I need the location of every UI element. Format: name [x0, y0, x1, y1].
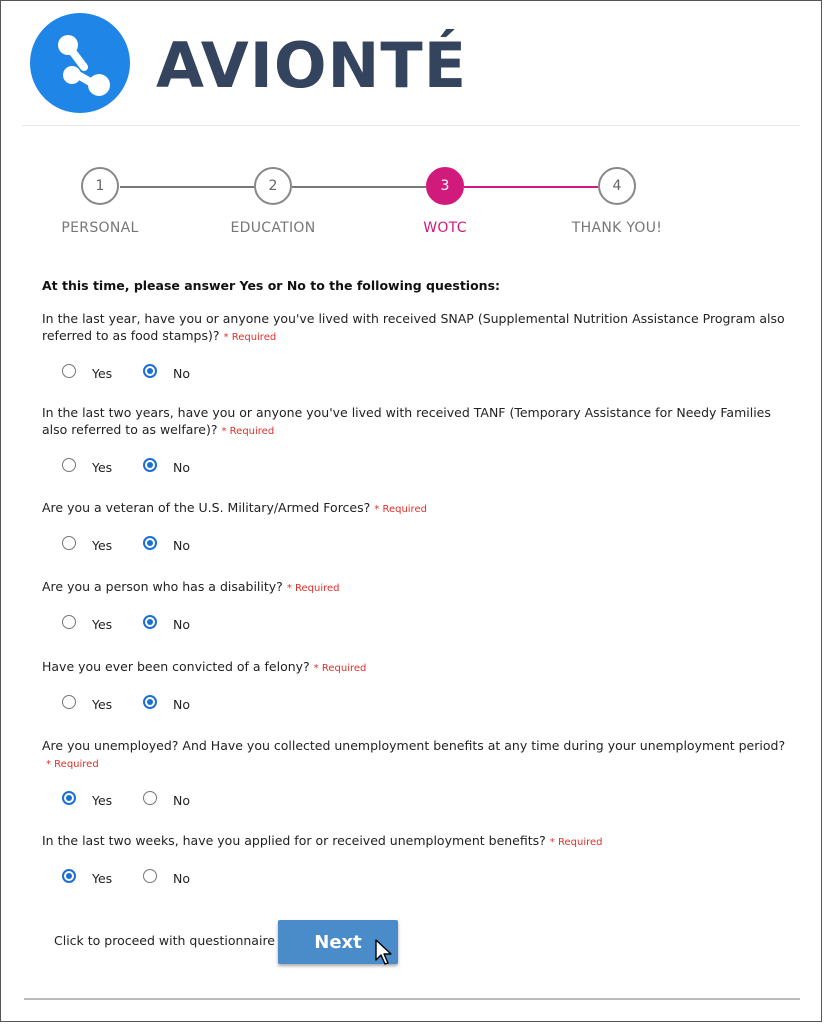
- step-connector-active: [464, 186, 598, 188]
- question-unemployed: [42, 737, 787, 811]
- no-label: No: [173, 460, 190, 475]
- question-disability: [42, 578, 787, 635]
- no-radio[interactable]: [143, 869, 157, 883]
- no-option[interactable]: [143, 691, 190, 712]
- question-unemployment-benefits: [42, 832, 787, 889]
- no-radio[interactable]: [143, 615, 157, 629]
- no-radio[interactable]: [143, 791, 157, 805]
- question-tanf: [42, 404, 787, 478]
- step-connector: [292, 186, 426, 188]
- step-3-circle[interactable]: 3: [426, 167, 464, 205]
- yes-radio[interactable]: [62, 695, 76, 709]
- yes-label: Yes: [92, 460, 113, 475]
- avionte-logo-icon: [30, 13, 130, 113]
- step-1-label: PERSONAL: [61, 220, 139, 236]
- form-intro: At this time, please answer Yes or No to the following questions:: [42, 278, 501, 293]
- no-label: No: [173, 871, 190, 886]
- no-label: No: [173, 366, 190, 381]
- yes-radio[interactable]: [62, 536, 76, 550]
- no-option[interactable]: [143, 454, 190, 475]
- yes-option[interactable]: [62, 611, 112, 632]
- radio-group: [42, 611, 787, 635]
- yes-radio[interactable]: [62, 364, 76, 378]
- radio-group: [42, 691, 787, 715]
- question-text: In the last two weeks, have you applied for or received unemployment benefits? * Required: [42, 833, 603, 848]
- no-option[interactable]: [143, 611, 190, 632]
- yes-option[interactable]: [62, 360, 112, 381]
- question-text: Are you a veteran of the U.S. Military/Armed Forces? * Required: [42, 500, 427, 515]
- required-marker: * Required: [221, 426, 275, 437]
- yes-label: Yes: [92, 366, 113, 381]
- question-text: Are you a person who has a disability? * Required: [42, 579, 340, 594]
- no-radio[interactable]: [143, 458, 157, 472]
- required-marker: * Required: [46, 759, 99, 770]
- proceed-text: Click to proceed with questionnaire: [54, 933, 275, 948]
- yes-option[interactable]: [62, 787, 112, 808]
- yes-option[interactable]: [62, 532, 112, 553]
- no-option[interactable]: [143, 787, 190, 808]
- yes-option[interactable]: [62, 454, 112, 475]
- radio-group: [42, 865, 787, 889]
- header-divider: [22, 125, 800, 126]
- question-veteran: [42, 499, 787, 556]
- no-label: No: [173, 538, 190, 553]
- step-2-circle[interactable]: 2: [254, 167, 292, 205]
- yes-label: Yes: [92, 617, 113, 632]
- yes-radio[interactable]: [62, 458, 76, 472]
- yes-label: Yes: [92, 697, 113, 712]
- step-2-label: EDUCATION: [230, 220, 316, 236]
- step-4-label: THANK YOU!: [571, 220, 663, 236]
- question-text: Have you ever been convicted of a felony? * Required: [42, 659, 367, 674]
- question-text: In the last year, have you or anyone you've lived with received SNAP (Supplemental Nutrition Assistance Program also referred to as food stamps)? * Required: [42, 311, 785, 343]
- no-radio[interactable]: [143, 536, 157, 550]
- yes-radio[interactable]: [62, 791, 76, 805]
- no-option[interactable]: [143, 532, 190, 553]
- required-marker: * Required: [223, 332, 277, 343]
- radio-group: [42, 454, 787, 478]
- question-text: In the last two years, have you or anyone you've lived with received TANF (Temporary Assistance for Needy Families also referred to as welfare)? * Required: [42, 405, 771, 437]
- footer-divider: [24, 998, 800, 1000]
- no-radio[interactable]: [143, 364, 157, 378]
- required-marker: * Required: [374, 504, 427, 515]
- yes-label: Yes: [92, 871, 113, 886]
- required-marker: * Required: [286, 583, 340, 594]
- required-marker: * Required: [549, 837, 603, 848]
- yes-label: Yes: [92, 793, 113, 808]
- progress-stepper: [0, 160, 824, 250]
- step-connector: [120, 186, 254, 188]
- header: [0, 0, 824, 126]
- required-marker: * Required: [313, 663, 367, 674]
- question-snap: [42, 310, 787, 384]
- no-option[interactable]: [143, 865, 190, 886]
- next-button[interactable]: Next: [278, 920, 398, 964]
- yes-label: Yes: [92, 538, 113, 553]
- yes-radio[interactable]: [62, 615, 76, 629]
- no-label: No: [173, 697, 190, 712]
- radio-group: [42, 532, 787, 556]
- yes-option[interactable]: [62, 691, 112, 712]
- no-radio[interactable]: [143, 695, 157, 709]
- yes-radio[interactable]: [62, 869, 76, 883]
- brand-name: AVIONTÉ: [156, 29, 468, 102]
- no-option[interactable]: [143, 360, 190, 381]
- radio-group: [42, 360, 787, 384]
- question-felony: [42, 658, 787, 715]
- step-3-label: WOTC: [423, 220, 467, 236]
- no-label: No: [173, 617, 190, 632]
- question-text: Are you unemployed? And Have you collected unemployment benefits at any time during your unemployment period?* Required: [42, 738, 786, 770]
- no-label: No: [173, 793, 190, 808]
- step-4-circle[interactable]: 4: [598, 167, 636, 205]
- yes-option[interactable]: [62, 865, 112, 886]
- radio-group: [42, 787, 787, 811]
- step-1-circle[interactable]: 1: [81, 167, 119, 205]
- mouse-pointer-icon: [374, 938, 394, 968]
